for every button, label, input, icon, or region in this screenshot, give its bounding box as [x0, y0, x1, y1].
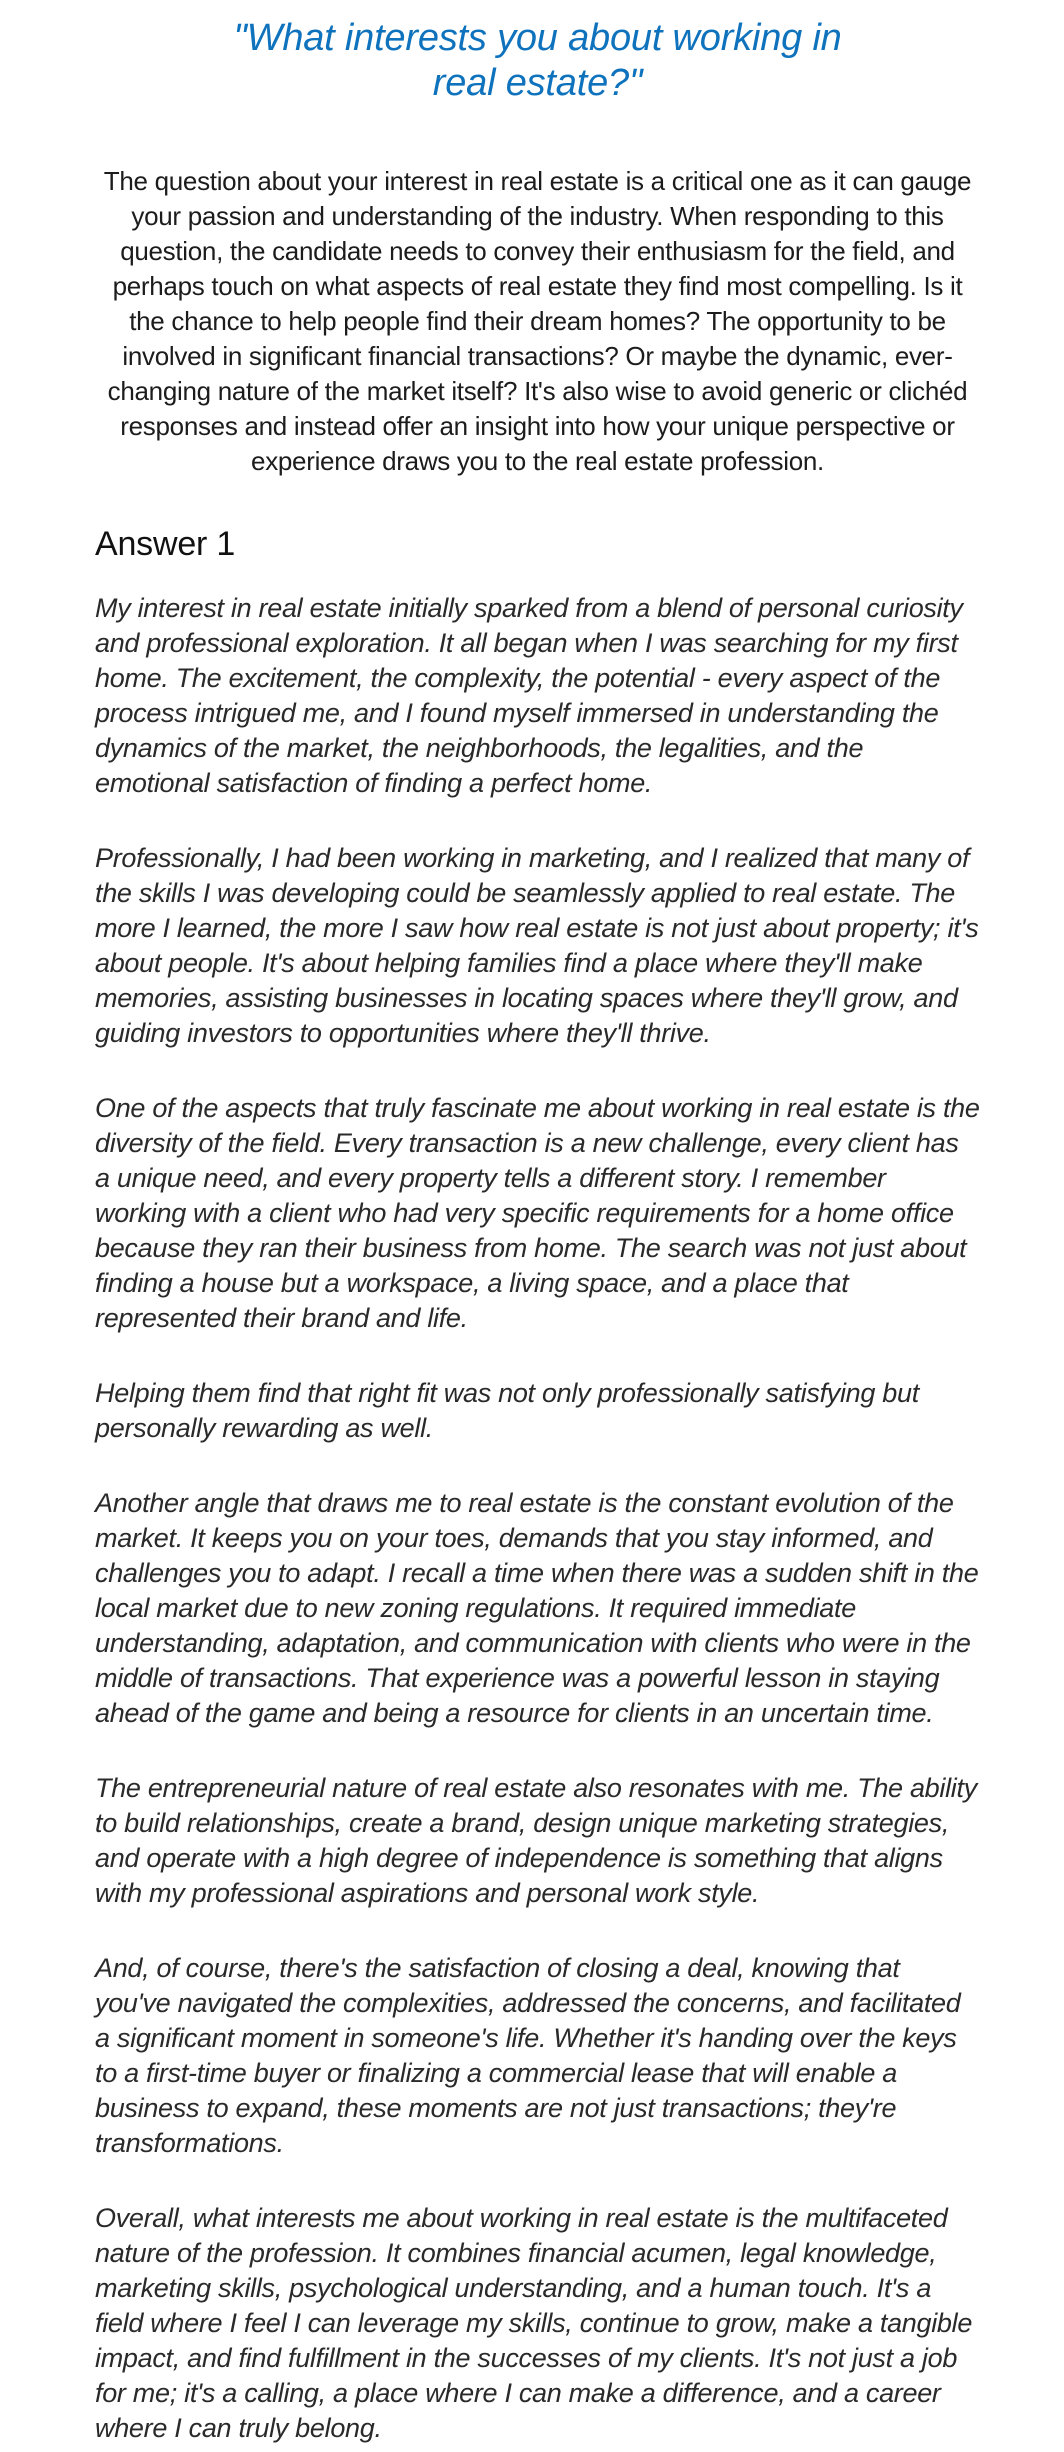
title-line-1: "What interests you about working in	[233, 17, 842, 59]
answer-body	[95, 591, 980, 2446]
answer-paragraph: One of the aspects that truly fascinate me about working in real estate is the diversity of the field. Every transaction is a new challenge, every client has a unique need, and every property tells a different story. I remember working with a client who had very specific requirements for a home office because they ran their business from home. The search was not just about finding a house but a workspace, a living space, and a place that represented their brand and life.	[95, 1093, 980, 1333]
document-title	[95, 16, 980, 106]
answer-paragraph: The entrepreneurial nature of real estate also resonates with me. The ability to build relationships, create a brand, design unique marketing strategies, and operate with a high degree of independence is something that aligns with my professional aspirations and personal work style.	[95, 1773, 977, 1908]
title-line-2: real estate?"	[432, 62, 643, 104]
answer-paragraph: And, of course, there's the satisfaction of closing a deal, knowing that you've navigated the complexities, addressed the concerns, and facilitated a significant moment in someone's life. Whether it's handing over the keys to a first-time buyer or finalizing a commercial lease that will enable a business to expand, these moments are not just transactions; they're transformations.	[95, 1953, 961, 2158]
answer-paragraph: Professionally, I had been working in marketing, and I realized that many of the skills I was developing could be seamlessly applied to real estate. The more I learned, the more I saw how real estate is not just about property; it's about people. It's about helping families find a place where they'll make memories, assisting businesses in locating spaces where they'll grow, and guiding investors to opportunities where they'll thrive.	[95, 843, 979, 1048]
answer-paragraph: My interest in real estate initially sparked from a blend of personal curiosity and professional exploration. It all began when I was searching for my first home. The excitement, the complexity, the potential - every aspect of the process intrigued me, and I found myself immersed in understanding the dynamics of the market, the neighborhoods, the legalities, and the emotional satisfaction of finding a perfect home.	[95, 593, 963, 798]
document-content	[0, 16, 1064, 2446]
intro-paragraph: The question about your interest in real estate is a critical one as it can gauge your passion and understanding of the industry. When responding to this question, the candidate needs to convey their enthusiasm for the field, and perhaps touch on what aspects of real estate they find most compelling. Is it the chance to help people find their dream homes? The opportunity to be involved in significant financial transactions? Or maybe the dynamic, ever-changing nature of the market itself? It's also wise to avoid generic or clichéd responses and instead offer an insight into how your unique perspective or experience draws you to the real estate profession.	[103, 166, 972, 476]
answer-heading: Answer 1	[95, 525, 236, 563]
answer-paragraph: Overall, what interests me about working in real estate is the multifaceted nature of the profession. It combines financial acumen, legal knowledge, marketing skills, psychological understanding, and a human touch. It's a field where I feel I can leverage my skills, continue to grow, make a tangible impact, and find fulfillment in the successes of my clients. It's not just a job for me; it's a calling, a place where I can make a difference, and a career where I can truly belong.	[95, 2203, 973, 2443]
answer-paragraph: Helping them find that right fit was not only professionally satisfying but personally rewarding as well.	[95, 1378, 919, 1443]
answer-paragraph: Another angle that draws me to real estate is the constant evolution of the market. It keeps you on your toes, demands that you stay informed, and challenges you to adapt. I recall a time when there was a sudden shift in the local market due to new zoning regulations. It required immediate understanding, adaptation, and communication with clients who were in the middle of transactions. That experience was a powerful lesson in staying ahead of the game and being a resource for clients in an uncertain time.	[95, 1488, 979, 1728]
